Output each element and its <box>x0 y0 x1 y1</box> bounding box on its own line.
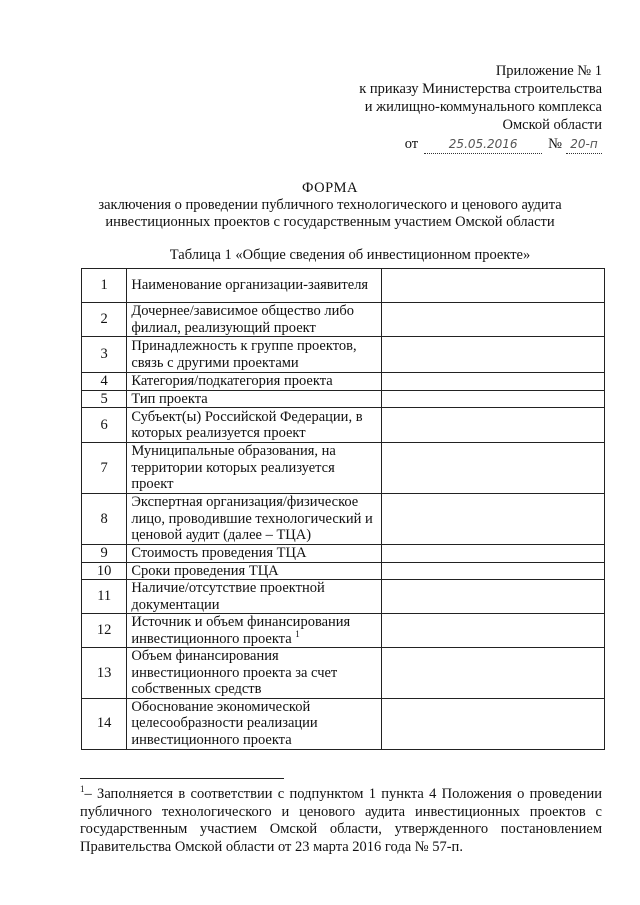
footnote <box>80 786 602 856</box>
date-prefix: от <box>404 136 419 152</box>
handwritten-date: 25.05.2016 <box>424 135 542 154</box>
appendix-header <box>302 62 602 154</box>
row-label: Дочернее/зависимое общество либо филиал, реализующий проект <box>131 303 354 336</box>
table-row <box>82 337 605 373</box>
order-date-line <box>302 135 602 154</box>
table-row <box>82 408 605 443</box>
number-prefix: № <box>548 136 562 152</box>
row-number: 5 <box>82 390 127 408</box>
table-row <box>82 269 605 303</box>
footnote-divider <box>80 778 284 779</box>
row-label-cell <box>127 545 382 563</box>
footnote-text: – Заполняется в соответствии с подпунктом 1 пункта 4 Положения о проведении публичного технологического и ценового аудита инвестиционных проектов с государственным участием Омской области, утвержденного постановлением Правительства Омской области от 23 марта 2016 года № 57-п. <box>80 786 602 855</box>
row-value[interactable] <box>382 390 605 408</box>
row-label-cell <box>127 562 382 580</box>
table-row <box>82 303 605 337</box>
form-title-line-1: заключения о проведении публичного технологического и ценового аудита <box>98 197 562 213</box>
row-label-cell <box>127 303 382 337</box>
row-label-cell <box>127 494 382 545</box>
row-value[interactable] <box>382 303 605 337</box>
footnote-mark: 1 <box>80 784 85 795</box>
row-number: 10 <box>82 562 127 580</box>
row-number: 3 <box>82 337 127 373</box>
table-row <box>82 648 605 699</box>
appendix-line-2: к приказу Министерства строительства <box>359 81 602 97</box>
row-label-cell <box>127 614 382 648</box>
row-label: Субъект(ы) Российской Федерации, в которых реализуется проект <box>131 408 363 441</box>
form-title-line-2: инвестиционных проектов с государственным участием Омской области <box>105 214 555 230</box>
row-label: Стоимость проведения ТЦА <box>131 545 307 561</box>
row-value[interactable] <box>382 562 605 580</box>
row-number: 7 <box>82 443 127 494</box>
row-number: 8 <box>82 494 127 545</box>
row-label: Муниципальные образования, на территории которых реализуется проект <box>131 443 336 493</box>
row-label: Источник и объем финансирования инвестиционного проекта <box>131 614 351 647</box>
appendix-line-4: Омской области <box>502 117 602 133</box>
row-number: 9 <box>82 545 127 563</box>
row-label-cell <box>127 337 382 373</box>
row-label-cell <box>127 390 382 408</box>
appendix-line-1: Приложение № 1 <box>495 63 602 79</box>
row-number: 11 <box>82 580 127 614</box>
row-label: Обоснование экономической целесообразности реализации инвестиционного проекта <box>131 698 318 748</box>
row-number: 1 <box>82 269 127 303</box>
row-value[interactable] <box>382 408 605 443</box>
row-number: 2 <box>82 303 127 337</box>
table-row <box>82 443 605 494</box>
row-value[interactable] <box>382 443 605 494</box>
row-value[interactable] <box>382 580 605 614</box>
row-label: Сроки проведения ТЦА <box>131 562 279 579</box>
row-value[interactable] <box>382 545 605 563</box>
table-row <box>82 545 605 563</box>
row-number: 14 <box>82 698 127 749</box>
form-word: ФОРМА <box>301 180 359 196</box>
table-row <box>82 698 605 749</box>
row-value[interactable] <box>382 373 605 391</box>
form-title <box>60 180 600 231</box>
general-info-table <box>81 268 605 750</box>
row-label-cell <box>127 698 382 749</box>
table-row <box>82 494 605 545</box>
row-value[interactable] <box>382 698 605 749</box>
row-label-cell <box>127 648 382 699</box>
footnote-reference: 1 <box>295 628 300 639</box>
row-label: Объем финансирования инвестиционного проекта за счет собственных средств <box>131 648 338 697</box>
table-row <box>82 390 605 408</box>
row-value[interactable] <box>382 648 605 699</box>
table-row <box>82 614 605 648</box>
handwritten-number: 20-п <box>566 135 602 154</box>
row-label: Экспертная организация/физическое лицо, проводившие технологический и ценовой аудит (далее – ТЦА) <box>131 494 373 544</box>
row-label: Категория/подкатегория проекта <box>131 373 333 389</box>
row-label-cell <box>127 443 382 494</box>
row-value[interactable] <box>382 269 605 303</box>
row-number: 4 <box>82 373 127 391</box>
row-label: Тип проекта <box>131 390 208 407</box>
table-row <box>82 580 605 614</box>
row-label-cell <box>127 408 382 443</box>
row-label: Принадлежность к группе проектов, связь с другими проектами <box>131 338 357 371</box>
table-caption: Таблица 1 «Общие сведения об инвестиционном проекте» <box>169 247 531 263</box>
row-label-cell <box>127 269 382 303</box>
row-label-cell <box>127 373 382 391</box>
row-label: Наличие/отсутствие проектной документации <box>131 580 325 613</box>
row-number: 6 <box>82 408 127 443</box>
appendix-line-3: и жилищно-коммунального комплекса <box>364 99 602 115</box>
row-label: Наименование организации-заявителя <box>131 277 369 294</box>
table-row <box>82 562 605 580</box>
row-value[interactable] <box>382 494 605 545</box>
row-value[interactable] <box>382 614 605 648</box>
row-number: 13 <box>82 648 127 699</box>
row-label-cell <box>127 580 382 614</box>
row-number: 12 <box>82 614 127 648</box>
row-value[interactable] <box>382 337 605 373</box>
table-row <box>82 373 605 391</box>
